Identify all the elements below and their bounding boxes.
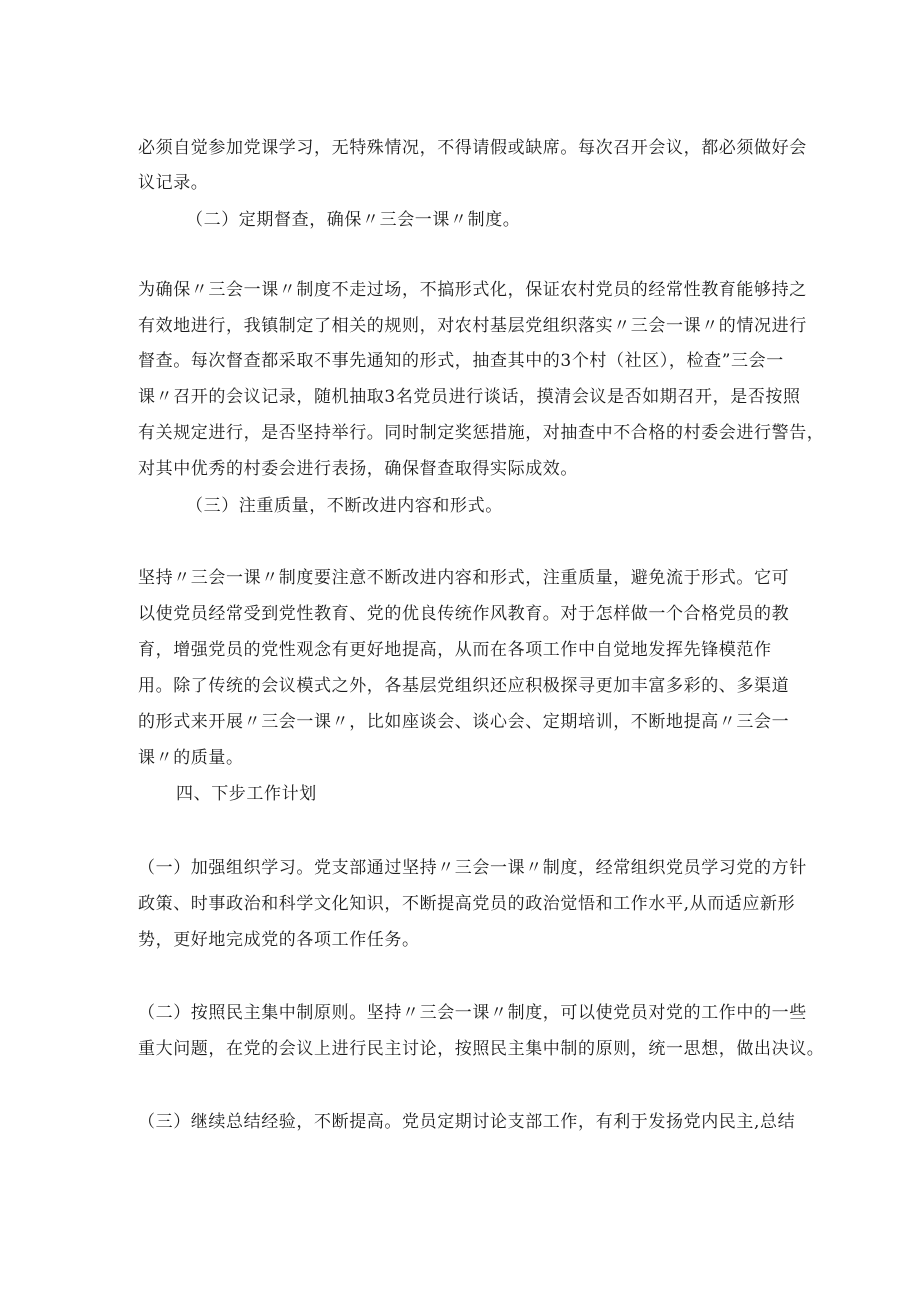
text-line: 坚持〃三会一课〃制度要注意不断改进内容和形式，注重质量，避免流于形式。它可 — [138, 568, 790, 588]
section-heading: 四、下步工作计划 — [176, 784, 317, 804]
text-line: 对其中优秀的村委会进行表扬，确保督查取得实际成效。 — [138, 459, 578, 479]
text-line: 课〃的质量。 — [138, 748, 244, 768]
text-line: 必须自觉参加党课学习，无特殊情况，不得请假或缺席。每次召开会议，都必须做好会 — [138, 138, 807, 158]
text-line: 势，更好地完成党的各项工作任务。 — [138, 930, 420, 950]
text-line: （一）加强组织学习。党支部通过坚持〃三会一课〃制度，经常组织党员学习党的方针 — [138, 858, 807, 878]
text-line: （三）继续总结经验，不断提高。党员定期讨论支部工作，有利于发扬党内民主,总结 — [138, 1112, 796, 1132]
text-line: 重大问题，在党的会议上进行民主讨论，按照民主集中制的原则，统一思想，做出决议。 — [138, 1039, 825, 1059]
text-line: 课〃召开的会议记录，随机抽取3名党员进行谈话，摸清会议是否如期召开，是否按照 — [138, 387, 801, 407]
section-heading: （二）定期督查，确保〃三会一课〃制度。 — [186, 210, 521, 230]
text-line: 议记录。 — [138, 173, 209, 193]
text-line: 以使党员经常受到党性教育、党的优良传统作风教育。对于怎样做一个合格党员的教 — [138, 604, 790, 624]
section-heading: （三）注重质量，不断改进内容和形式。 — [186, 496, 503, 516]
text-line: （二）按照民主集中制原则。坚持〃三会一课〃制度，可以使党员对党的工作中的一些 — [138, 1003, 807, 1023]
text-line: 有关规定进行，是否坚持举行。同时制定奖惩措施，对抽查中不合格的村委会进行警告， — [138, 423, 825, 443]
text-line: 用。除了传统的会议模式之外，各基层党组织还应积极探寻更加丰富多彩的、多渠道 — [138, 676, 790, 696]
text-line: 政策、时事政治和科学文化知识，不断提高党员的政治觉悟和工作水平,从而适应新形 — [138, 894, 796, 914]
text-line: 为确保〃三会一课〃制度不走过场，不搞形式化，保证农村党员的经常性教育能够持之 — [138, 280, 807, 300]
text-line: 的形式来开展〃三会一课〃，比如座谈会、谈心会、定期培训，不断地提高〃三会一 — [138, 712, 790, 732]
text-line: 有效地进行，我镇制定了相关的规则，对农村基层党组织落实〃三会一课〃的情况进行 — [138, 316, 807, 336]
text-line: 督查。每次督查都采取不事先通知的形式，抽查其中的3个村（社区），检查”三会一 — [138, 351, 784, 371]
text-line: 育，增强党员的党性观念有更好地提高，从而在各项工作中自觉地发挥先锋模范作 — [138, 640, 772, 660]
